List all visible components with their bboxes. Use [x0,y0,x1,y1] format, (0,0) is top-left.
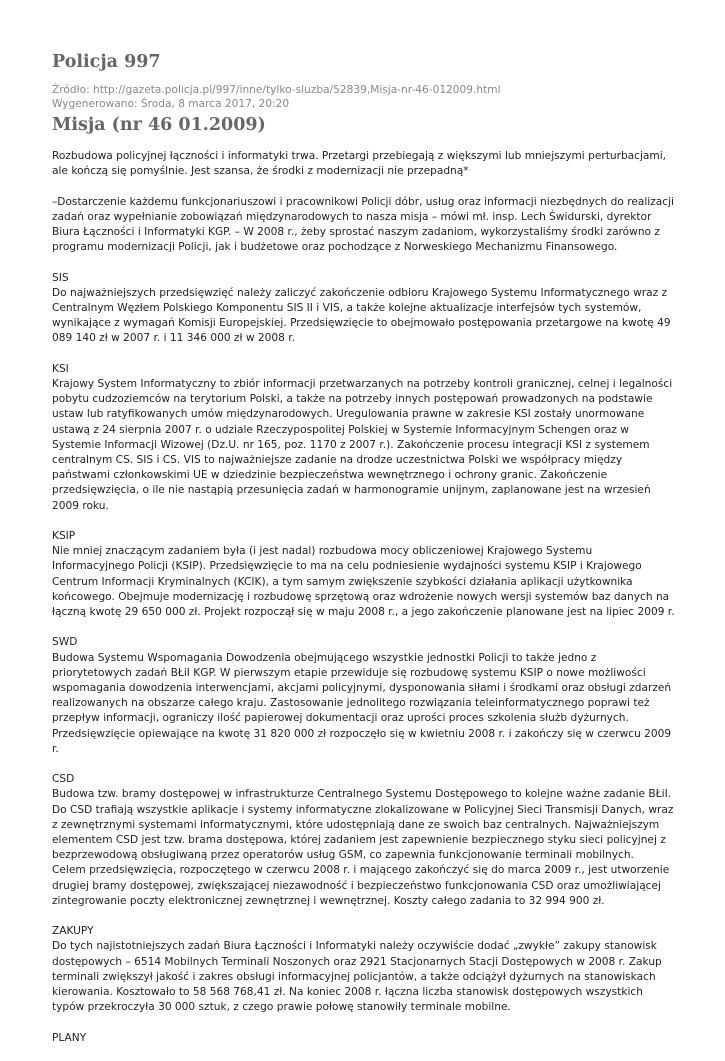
section-swd [52,635,677,757]
generated-line: Wygenerowano: Środa, 8 marca 2017, 20:20 [52,98,290,110]
section-heading: SWD [52,636,78,649]
section-heading: KSI [52,362,69,375]
section-text: Do najważniejszych przedsięwzięć należy zaliczyć zakończenie odbioru Krajowego Systemu Informatycznego wraz z Centralnym Węzłem Polskiego Komponentu SIS II i VIS, a także kolejne aktualizacje interfejsów tych systemów, wynikające z wymagań Komisji Europejskiej. Przedsięwzięcie to obejmowało postępowania przetargowe na kwotę 49 089 140 zł w 2007 r. i 11 346 000 zł w 2008 r. [52,286,671,345]
section-text: Do tych najistotniejszych zadań Biura Łączności i Informatyki należy oczywiście dodać „zwykłe” zakupy stanowisk dostępowych – 6514 Mobilnych Terminali Noszonych oraz 2921 Stacjonarnych Stacji Dostępowych w 2008 r. Zakup terminali zwiększył jakość i zakres obsługi informacyjnej policjantów, a także odciążył dyżurnych na stanowiskach kierowania. Kosztowało to 58 568 768,41 zł. Na koniec 2008 r. łączna liczba stanowisk dostępowych wszystkich typów przekroczyła 30 000 sztuk, z czego prawie połowę stanowiły terminale mobilne. [52,940,662,1014]
section-sis [52,271,677,347]
section-text: Krajowy System Informatyczny to zbiór informacji przetwarzanych na potrzeby kontroli granicznej, celnej i legalności pobytu cudzoziemców na terytorium Polski, a także na potrzeby innych postępowań prowadzonych na podstawie ustaw lub ratyfikowanych umów międzynarodowych. Uregulowania prawne w zakresie KSI zostały unormowane ustawą z 24 sierpnia 2007 r. o udziale Rzeczypospolitej Polskiej w Systemie Informacyjnym Schengen oraz w Systemie Informacji Wizowej (Dz.U. nr 165, poz. 1170 z 2007 r.). Zakończenie procesu integracji KSI z systemem centralnym CS. SIS i CS. VIS to najważniejsze zadanie na drodze uczestnictwa Polski we współpracy między państwami członkowskimi UE w dziedzinie bezpieczeństwa wewnętrznego i ochrony granic. Zakończenie przedsięwzięcia, o ile nie nastąpią przesunięcia zadań w harmonogramie unijnym, zaplanowane jest na wrzesień 2009 roku. [52,378,673,512]
section-text: Nie mniej znaczącym zadaniem była (i jest nadal) rozbudowa mocy obliczeniowej Krajowego Systemu Informacyjnego Policji (KSIP). Przedsięwzięcie to ma na celu podniesienie wydajności systemu KSIP i Krajowego Centrum Informacji Kryminalnych (KCIK), a tym samym zwiększenie szybkości działania aplikacji użytkownika końcowego. Obejmuje modernizację i rozbudowę sprzętową oraz wdrożenie nowych wersji systemów baz danych na łączną kwotę 29 650 000 zł. Projekt rozpoczął się w maju 2008 r., a jego zakończenie planowane jest na lipiec 2009 r. [52,545,675,619]
section-heading: CSD [52,773,75,786]
section-text-continued: Celem przedsięwzięcia, rozpoczętego w czerwcu 2008 r. i mającego zakończyć się do marca 2009 r., jest utworzenie drugiej bramy dostępowej, zwiększającej niezawodność i bezpieczeństwo funkcjonowania CSD oraz umożliwiającej zintegrowanie poczty elektronicznej zewnętrznej i wewnętrznej. Koszty całego zadania to 32 994 900 zł. [52,864,670,907]
section-plany [52,1031,677,1046]
article-lead: Rozbudowa policyjnej łączności i informatyki trwa. Przetargi przebiegają z większymi lub mniejszymi perturbacjami, ale kończą się pomyślnie. Jest szansa, że środki z modernizacji nie przepadną* [52,150,667,178]
section-csd [52,772,677,909]
article-body [52,149,677,1061]
article-title: Misja (nr 46 01.2009) [52,115,266,135]
section-text: Budowa tzw. bramy dostępowej w infrastrukturze Centralnego Systemu Dostępowego to kolejne ważne zadanie BŁiI. Do CSD trafiają wszystkie aplikacje i systemy informatyczne zlokalizowane w Policyjnej Sieci Transmisji Danych, wraz z zewnętrznymi systemami informatycznymi, które udostępniają dane ze swoich baz centralnych. Najważniejszym elementem CSD jest tzw. brama dostępowa, której zadaniem jest zapewnienie bezpiecznego styku sieci policyjnej z bezprzewodową obsługiwaną przez operatorów usług GSM, co zapewnia funkcjonowanie terminali mobilnych. [52,788,674,862]
section-text: Budowa Systemu Wspomagania Dowodzenia obejmującego wszystkie jednostki Policji to także jedno z priorytetowych zadań BŁiI KGP. W pierwszym etapie przewiduje się rozbudowę systemu KSIP o nowe możliwości wspomagania dowodzenia interwencjami, akcjami policyjnymi, dysponowania siłami i środkami oraz obsługi zdarzeń realizowanych na obszarze całego kraju. Zastosowanie jednolitego rozwiązania teleinformatycznego poprawi też przepływ informacji, ograniczy ilość papierowej dokumentacji oraz uprości proces szkolenia służb dyżurnych. Przedsięwzięcie opiewające na kwotę 31 820 000 zł rozpoczęło się w kwietniu 2008 r. i zakończy się w czerwcu 2009 r. [52,651,672,755]
source-line: Źródło: http://gazeta.policja.pl/997/inne/tylko-sluzba/52839,Misja-nr-46-012009.html [52,84,501,96]
article-intro: –Dostarczenie każdemu funkcjonariuszowi i pracownikowi Policji dóbr, usług oraz informacji niezbędnych do realizacji zadań oraz wypełnianie zobowiązań międzynarodowych to nasza misja – mówi mł. insp. Lech Świdurski, dyrektor Biura Łączności i Informatyki KGP. – W 2008 r., żeby sprostać naszym zadaniom, wykorzystaliśmy środki zarówno z programu modernizacji Policji, jak i budżetowe oraz pochodzące z Norweskiego Mechanizmu Finansowego. [52,195,674,254]
section-heading: SIS [52,271,69,284]
section-zakupy [52,924,677,1015]
section-ksip [52,529,677,620]
section-ksi [52,362,677,514]
section-heading: ZAKUPY [52,925,94,938]
site-title: Policja 997 [52,52,161,72]
section-heading: PLANY [52,1031,87,1044]
document-meta [52,83,501,111]
section-heading: KSIP [52,530,76,543]
